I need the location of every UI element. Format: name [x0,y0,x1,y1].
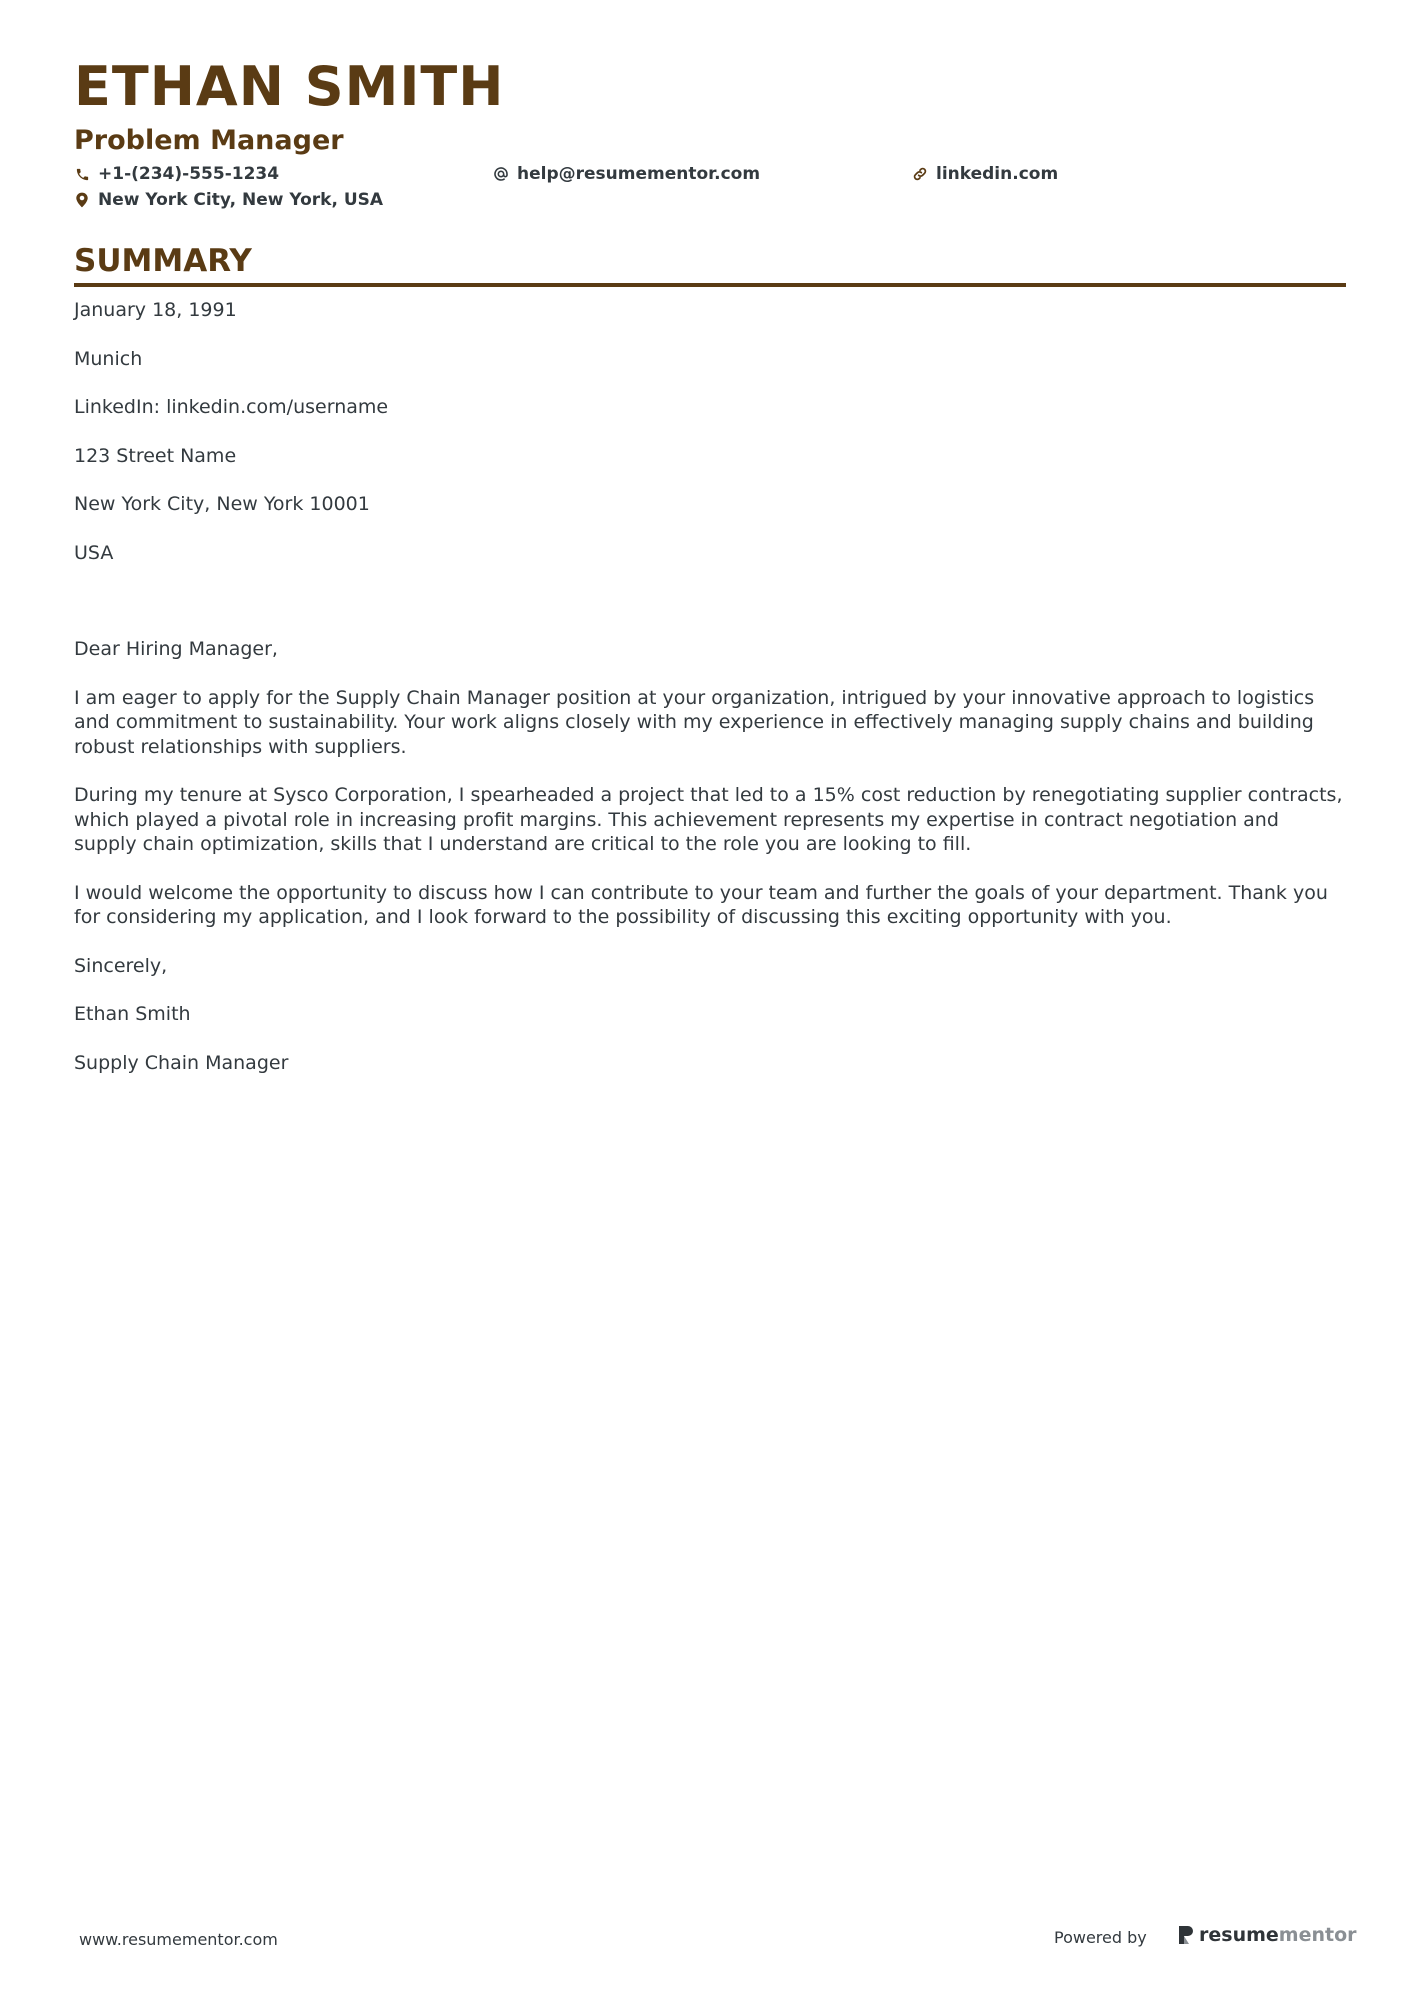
at-icon [493,166,509,182]
footer-url[interactable]: www.resumementor.com [79,1930,278,1949]
map-pin-icon [74,192,90,208]
letter-paragraph: During my tenure at Sysco Corporation, I spearheaded a project that led to a 15% cost reduction by renegotiating supplier contracts, which played a pivotal role in increasing profit margins. This achievement represents my expertise in contract negotiation and supply chain optimization, skills that I understand are critical to the role you are looking to fill. [74,784,1343,855]
job-title: Problem Manager [74,125,344,156]
contact-phone [74,163,279,185]
letter-closing: Sincerely, [74,954,168,977]
letter-street: 123 Street Name [74,444,237,467]
brand-name-part2: mentor [1278,1924,1357,1946]
letter-paragraph: I would welcome the opportunity to discuss how I can contribute to your team and further the goals of your department. Thank you for considering my application, and I look forward to the possibility of discussing this exciting opportunity with you. [74,881,1328,928]
letter-city: Munich [74,347,143,370]
section-title-summary: SUMMARY [74,243,252,279]
contact-linkedin[interactable] [912,163,1058,185]
letter-signature-name: Ethan Smith [74,1003,191,1025]
letter-linkedin: LinkedIn: linkedin.com/username [74,396,389,418]
phone-icon [74,166,90,182]
letter-signature-title: Supply Chain Manager [74,1051,289,1074]
link-icon [912,166,928,182]
letter-date: January 18, 1991 [74,299,237,321]
linkedin-text[interactable]: linkedin.com [936,164,1059,184]
brand-logo[interactable] [1177,1924,1357,1946]
letter-paragraph: I am eager to apply for the Supply Chain Manager position at your organization, intrigued by your innovative approach to logistics and commitment to sustainability. Your work aligns closely with my experience in effectively managing supply chains and building robust relationships with suppliers. [74,686,1315,758]
letter-salutation: Dear Hiring Manager, [74,638,278,660]
phone-text: +1-(234)-555-1234 [98,164,280,184]
email-text[interactable]: help@resumementor.com [517,164,761,184]
contact-email[interactable] [493,163,760,185]
resumementor-logo-icon [1177,1924,1195,1946]
contact-location [74,189,383,211]
letter-city-state-zip: New York City, New York 10001 [74,493,370,515]
candidate-name: ETHAN SMITH [74,55,505,118]
brand-name-part1: resume [1199,1924,1279,1946]
letter-country: USA [74,541,114,564]
powered-by-label: Powered by [1054,1928,1147,1947]
cover-letter-body [74,298,1344,1099]
location-text: New York City, New York, USA [98,190,384,210]
section-divider [74,283,1346,287]
